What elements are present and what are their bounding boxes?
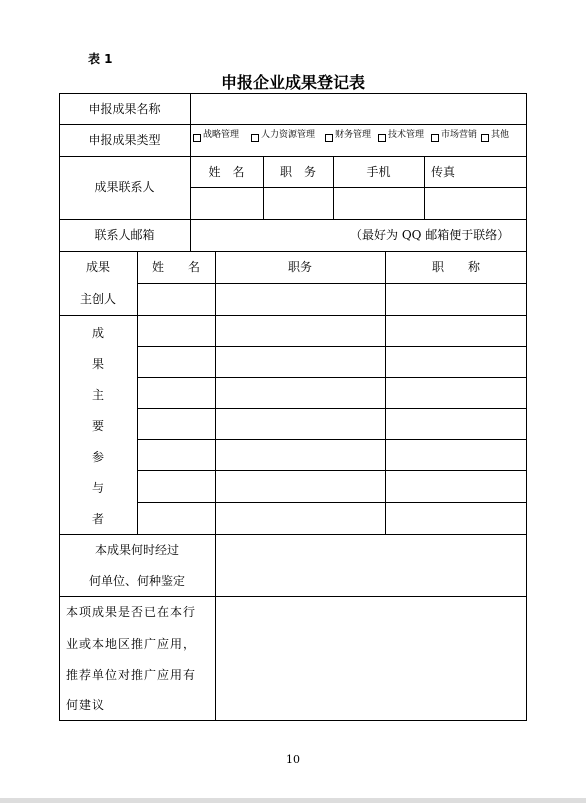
type-option-label: 市场营销 <box>441 130 478 140</box>
row-divider <box>137 502 527 503</box>
promotion-label-line2: 业或本地区推广应用， <box>66 637 197 651</box>
row-divider <box>59 596 527 597</box>
checkbox-finance[interactable] <box>325 134 333 142</box>
row-divider <box>59 251 527 252</box>
participants-label-char: 主 <box>91 388 104 402</box>
email-label: 联系人邮箱 <box>94 228 155 242</box>
row-divider <box>59 534 527 535</box>
creator-header-position: 职务 <box>287 260 312 274</box>
col-divider <box>215 251 216 534</box>
participants-label-char: 要 <box>91 419 104 433</box>
name-label: 申报成果名称 <box>88 102 161 116</box>
col-divider <box>137 251 138 534</box>
row-divider <box>190 187 527 188</box>
row-divider <box>59 156 527 157</box>
type-option-label: 财务管理 <box>335 130 372 140</box>
row-divider <box>137 439 527 440</box>
participants-label-char: 者 <box>91 512 104 526</box>
page-number: 10 <box>286 753 300 766</box>
promotion-label-line3: 推荐单位对推广应用有 <box>66 668 197 682</box>
row-divider <box>137 408 527 409</box>
participants-label-char: 参 <box>91 450 104 464</box>
page-bottom-edge <box>0 798 586 803</box>
row-divider <box>137 283 527 284</box>
col-divider <box>424 156 425 219</box>
promotion-label-line4: 何建议 <box>66 698 106 712</box>
creator-header-name: 姓 名 <box>151 260 200 274</box>
contact-header-fax: 传真 <box>431 165 456 179</box>
type-label: 申报成果类型 <box>88 133 161 147</box>
col-divider <box>215 534 216 721</box>
evaluation-label-line1: 本成果何时经过 <box>94 543 179 557</box>
contact-header-mobile: 手机 <box>366 165 391 179</box>
checkbox-hr[interactable] <box>251 134 259 142</box>
creator-label-line1: 成果 <box>85 260 110 274</box>
row-divider <box>137 346 527 347</box>
contact-header-name: 姓 名 <box>208 165 245 179</box>
participants-label-char: 与 <box>91 481 104 495</box>
form-title: 申报企业成果登记表 <box>220 73 365 92</box>
row-divider <box>59 124 527 125</box>
table-label: 表 1 <box>88 52 113 66</box>
checkbox-tech[interactable] <box>378 134 386 142</box>
checkbox-strategy[interactable] <box>193 134 201 142</box>
contact-header-position: 职 务 <box>279 165 316 179</box>
col-divider <box>385 251 386 534</box>
participants-label-char: 果 <box>91 357 104 371</box>
contact-label: 成果联系人 <box>94 180 155 194</box>
checkbox-other[interactable] <box>481 134 489 142</box>
type-option-label: 人力资源管理 <box>261 130 316 140</box>
type-option-label: 其他 <box>491 130 510 140</box>
email-note: （最好为 QQ 邮箱便于联络） <box>350 228 510 242</box>
promotion-label-line1: 本项成果是否已在本行 <box>66 605 197 619</box>
row-divider <box>59 315 527 316</box>
row-divider <box>137 470 527 471</box>
type-option-label: 战略管理 <box>203 130 240 140</box>
evaluation-label-line2: 何单位、何种鉴定 <box>88 574 185 588</box>
creator-label-line2: 主创人 <box>79 292 116 306</box>
creator-header-title: 职 称 <box>431 260 480 274</box>
row-divider <box>59 219 527 220</box>
participants-label-char: 成 <box>91 326 104 340</box>
type-option-label: 技术管理 <box>388 130 425 140</box>
checkbox-marketing[interactable] <box>431 134 439 142</box>
row-divider <box>137 377 527 378</box>
name-field[interactable] <box>191 94 526 124</box>
